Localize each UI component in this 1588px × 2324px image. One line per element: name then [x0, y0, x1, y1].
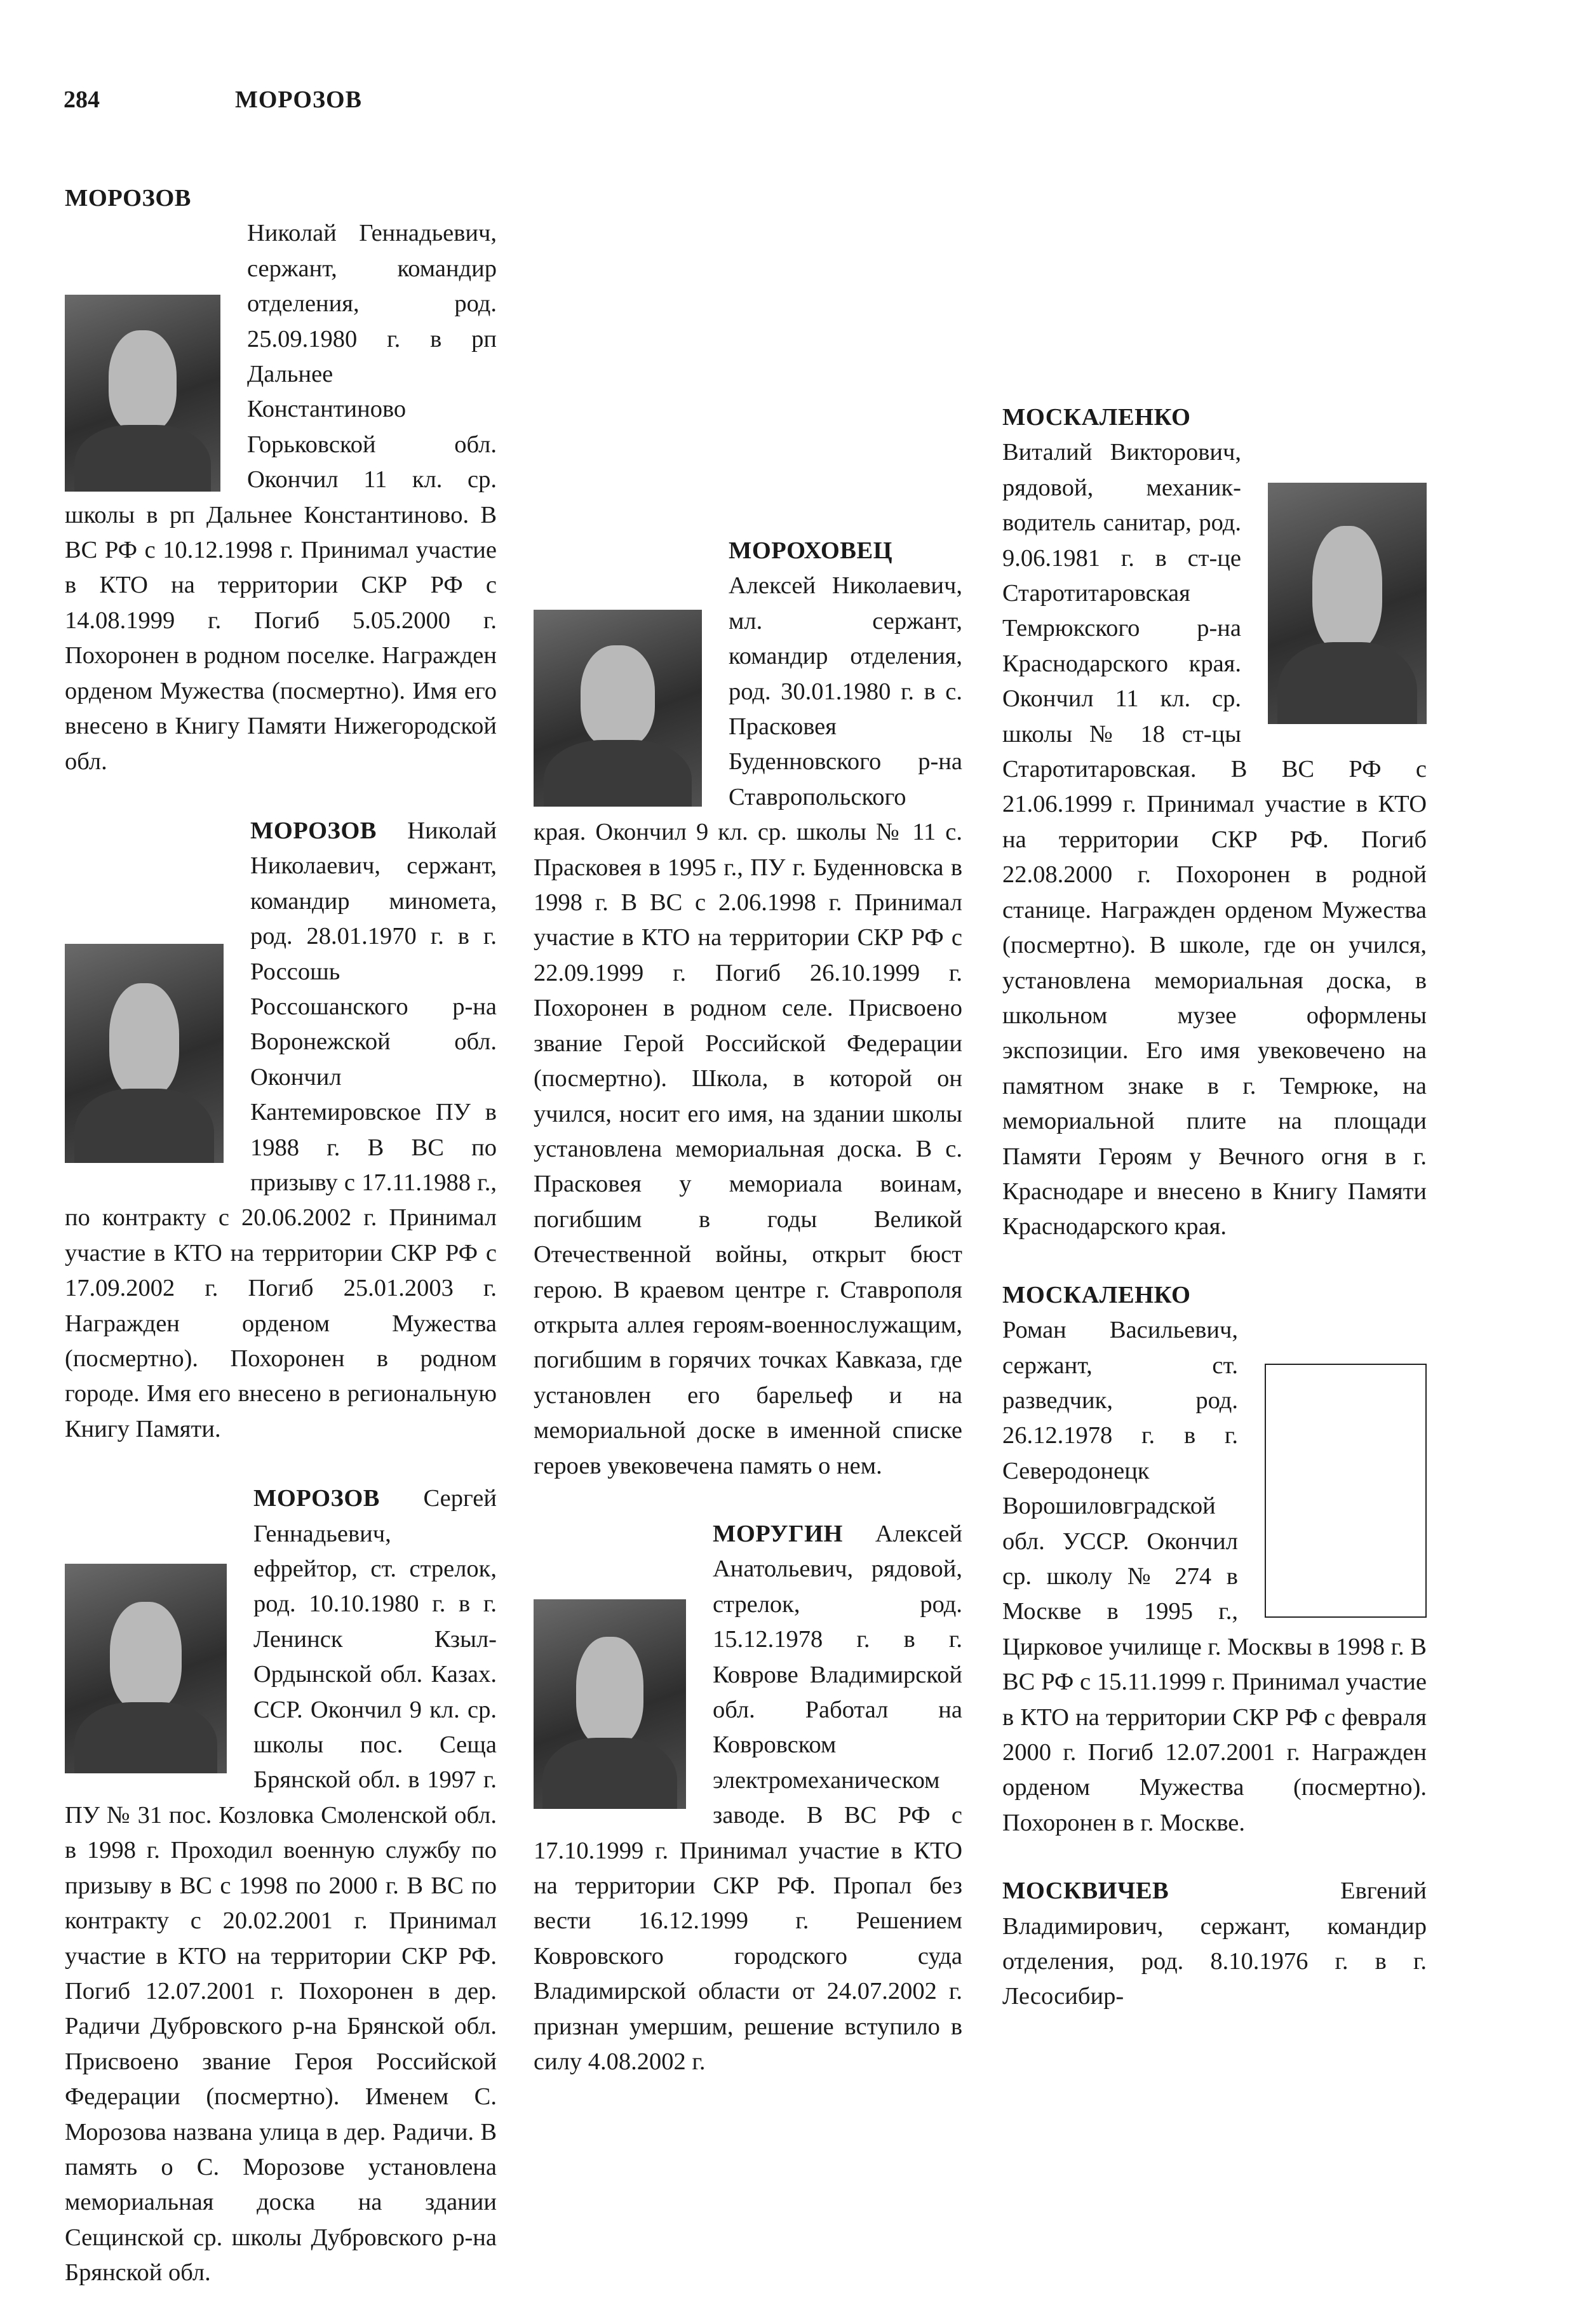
page-number: 284 [64, 86, 100, 113]
entry-text: Алексей Анатольевич, рядовой, стрелок, род. 15.12.1978 г. в г. Коврове Владимирской обл. Работал на Ковровском электромеханическом заводе. В ВС РФ с 17.10.1999 г. Принимал участие в КТО на территории СКР РФ. Пропал без вести 16.12.1999 г. Решением Ковровского городского суда Владимирской области от 24.07.2002 г. признан умершим, решение вступило в силу 4.08.2002 г. [534, 1520, 962, 2076]
entry-morozov-nikolay-g [65, 181, 497, 779]
portrait-photo [65, 944, 224, 1163]
entry-moskalenko-roman [1002, 1278, 1427, 1841]
entry-name: МОСКАЛЕНКО [1002, 1281, 1191, 1308]
entry-moskalenko-vitaliy [1002, 400, 1427, 1245]
column-2 [534, 181, 962, 2112]
entry-morugin [534, 1517, 962, 2080]
entry-text: Николай Николаевич, сержант, командир миномета, род. 28.01.1970 г. в г. Россошь Россошанского р-на Воронежской обл. Окончил Кантемировское ПУ в 1988 г. В ВС по призыву с 17.11.1988 г., по контракту с 20.06.2002 г. Принимал участие в КТО на территории СКР РФ с 17.09.2002 г. Погиб 25.01.2003 г. Награжден орденом Мужества (посмертно). Похоронен в родном городе. Имя его внесено в региональную Книгу Памяти. [65, 817, 497, 1442]
entry-moskvichev [1002, 1874, 1427, 2015]
entry-name: МОРУГИН [713, 1520, 843, 1547]
entry-text: Виталий Викторович, рядовой, механик-водитель санитар, род. 9.06.1981 г. в ст-це Старотитаровская Темрюкского р-на Краснодарского края. Окончил 11 кл. ср. школы № 18 ст-цы Старотитаровская. В ВС РФ с 21.06.1999 г. Принимал участие в КТО на территории СКР РФ. Погиб 22.08.2000 г. Похоронен в родной станице. Награжден орденом Мужества (посмертно). В школе, где он учился, установлена мемориальная доска, в школьном музее оформлены экспозиции. Его имя увековечено на памятном знаке в г. Темрюке, на мемориальной плите на площади Памяти Героям у Вечного огня в г. Краснодаре и внесено в Книгу Памяти Краснодарского края. [1002, 439, 1427, 1240]
entry-morozov-sergey [65, 1481, 497, 2290]
column-3 [1002, 181, 1427, 2048]
entry-name: МОСКАЛЕНКО [1002, 404, 1191, 431]
entry-name: МОРОЗОВ [253, 1485, 380, 1512]
entry-text: Сергей Геннадьевич, ефрейтор, ст. стрелок, род. 10.10.1980 г. в г. Ленинск Кзыл-Ордынской обл. Казах. ССР. Окончил 9 кл. ср. школы пос. Сеща Брянской обл. в 1997 г. ПУ № 31 пос. Козловка Смоленской обл. в 1998 г. Проходил военную службу по призыву в ВС с 1998 по 2000 г. В ВС по контракту с 20.02.2001 г. Принимал участие в КТО на территории СКР РФ. Погиб 12.07.2001 г. Похоронен в дер. Радичи Дубровского р-на Брянской обл. Присвоено звание Героя Российской Федерации (посмертно). Именем С. Морозова названа улица в дер. Радичи. В память о С. Морозове установлена мемориальная доска на здании Сещинской ср. школы Дубровского р-на Брянской обл. [65, 1485, 497, 2287]
entry-text: Алексей Николаевич, мл. сержант, командир отделения, род. 30.01.1980 г. в с. Прасковея Буденновского р-на Ставропольского края. Окончил 9 кл. ср. школы № 11 с. Прасковея в 1995 г., ПУ г. Буденновска в 1998 г. В ВС с 2.06.1998 г. Принимал участие в КТО на территории СКР РФ с 22.09.1999 г. Погиб 26.10.1999 г. Похоронен в родном селе. Присвоено звание Герой Российской Федерации (посмертно). Школа, в которой он учился, носит его имя, на здании школы установлена мемориальная доска. В с. Прасковея у мемориала воинам, погибшим в годы Великой Отечественной войны, открыт бюст герою. В краевом центре г. Ставрополя открыта аллея героям-военнослужащим, погибшим в горячих точках Кавказа, где установлен его барельеф и на мемориальной доске в именной списке героев увековечена память о нем. [534, 572, 962, 1479]
entry-name: МОРОЗОВ [65, 185, 191, 212]
entry-name: МОРОЗОВ [250, 817, 377, 844]
entry-text: Николай Геннадьевич, сержант, командир отделения, род. 25.09.1980 г. в рп Дальнее Константиново Горьковской обл. Окончил 11 кл. ср. школы в рп Дальнее Константиново. В ВС РФ с 10.12.1998 г. Принимал участие в КТО на территории СКР РФ с 14.08.1999 г. Погиб 5.05.2000 г. Похоронен в родном поселке. Награжден орденом Мужества (посмертно). Имя его внесено в Книгу Памяти Нижегородской обл. [65, 220, 497, 775]
portrait-photo [1268, 483, 1427, 724]
entry-morozov-nikolay-n [65, 814, 497, 1447]
entry-name: МОСКВИЧЕВ [1002, 1877, 1169, 1905]
portrait-photo [65, 1564, 227, 1773]
photo-placeholder [1265, 1364, 1427, 1618]
portrait-photo [534, 610, 702, 807]
entry-name: МОРОХОВЕЦ [729, 537, 893, 564]
entry-morokhovets [534, 534, 962, 1484]
column-1 [65, 181, 497, 2324]
portrait-photo [534, 1599, 686, 1809]
running-head: МОРОЗОВ [235, 86, 362, 113]
portrait-photo [65, 295, 220, 492]
entry-text: Роман Васильевич, сержант, ст. разведчик, род. 26.12.1978 г. в г. Северодонецк Ворошиловградской обл. УССР. Окончил ср. школу № 274 в Москве в 1995 г., Цирковое училище г. Москвы в 1998 г. В ВС РФ с 15.11.1999 г. Принимал участие в КТО на территории СКР РФ с февраля 2000 г. Погиб 12.07.2001 г. Награжден орденом Мужества (посмертно). Похоронен в г. Москве. [1002, 1317, 1427, 1836]
entry-text: Евгений Владимирович, сержант, командир отделения, род. 8.10.1976 г. в г. Лесосибир- [1002, 1877, 1427, 2010]
